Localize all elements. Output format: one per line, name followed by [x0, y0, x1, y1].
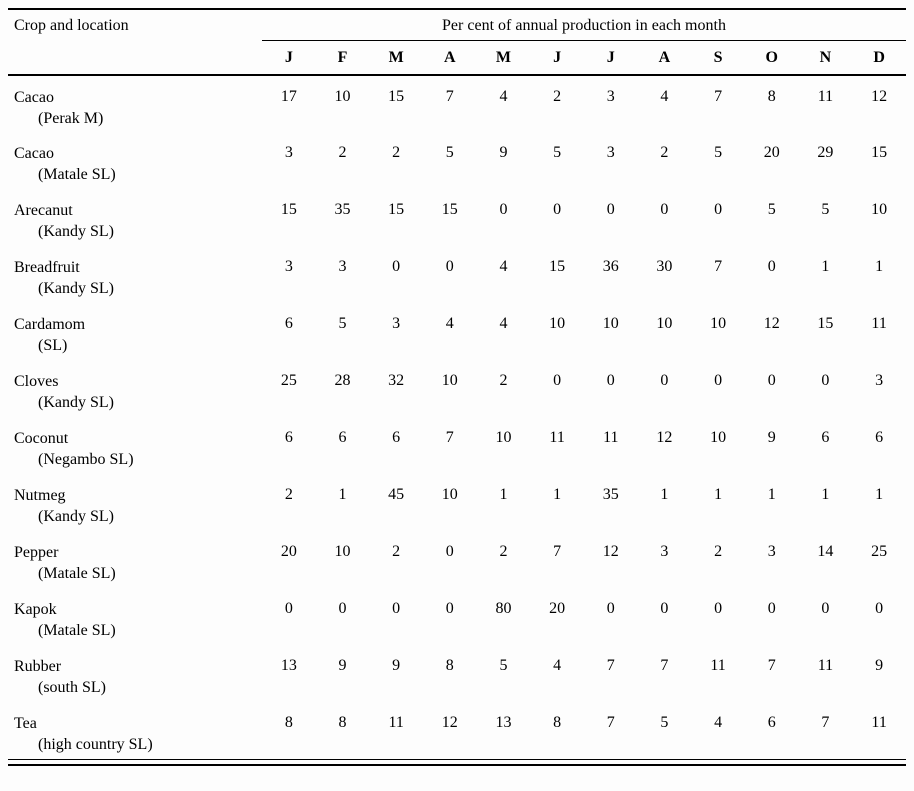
value-cell: 13	[495, 714, 512, 731]
crop-location-header: Crop and location	[8, 9, 262, 75]
bottom-rule	[8, 764, 906, 766]
value-cell: 8	[338, 714, 347, 731]
table-row	[8, 531, 906, 588]
value-cell: 6	[875, 429, 884, 446]
value-cell: 0	[606, 201, 615, 218]
value-cell: 4	[499, 315, 508, 332]
value-cell: 14	[817, 543, 834, 560]
table-row	[8, 246, 906, 303]
value-cell: 0	[821, 372, 830, 389]
value-cell: 9	[875, 657, 884, 674]
value-cell: 12	[656, 429, 673, 446]
value-cell: 5	[660, 714, 669, 731]
month-header-cell: S	[691, 41, 745, 76]
value-cell: 0	[714, 600, 723, 617]
table-row	[8, 189, 906, 246]
value-cell: 10	[441, 486, 458, 503]
crop-name: Breadfruit	[14, 259, 80, 276]
value-cell: 10	[710, 429, 727, 446]
crop-location: (Matale SL)	[38, 165, 116, 183]
table-row	[8, 132, 906, 189]
value-cell: 0	[553, 201, 562, 218]
value-cell: 4	[553, 657, 562, 674]
crop-cell	[8, 702, 262, 759]
value-cell: 17	[280, 88, 297, 105]
value-cell: 1	[821, 486, 830, 503]
production-table	[8, 8, 906, 760]
value-cell: 10	[495, 429, 512, 446]
value-cell: 11	[871, 714, 887, 731]
crop-cell	[8, 645, 262, 702]
value-cell: 2	[714, 543, 723, 560]
value-cell: 11	[817, 657, 834, 674]
value-cell: 3	[875, 372, 884, 389]
value-cell: 20	[763, 144, 780, 161]
value-cell: 11	[710, 657, 726, 674]
value-cell: 5	[821, 201, 830, 218]
value-cell: 3	[338, 258, 347, 275]
table-row	[8, 645, 906, 702]
value-cell: 13	[280, 657, 297, 674]
value-cell: 80	[495, 600, 512, 617]
month-header-cell: J	[262, 41, 316, 76]
value-cell: 0	[606, 600, 615, 617]
crop-location: (high country SL)	[38, 735, 153, 753]
value-cell: 35	[334, 201, 351, 218]
value-cell: 8	[767, 88, 776, 105]
value-cell: 12	[602, 543, 619, 560]
value-cell: 11	[871, 315, 887, 332]
crop-name: Rubber	[14, 658, 62, 675]
value-cell: 1	[553, 486, 562, 503]
crop-name: Cloves	[14, 373, 59, 390]
crop-cell	[8, 75, 262, 132]
value-cell: 0	[338, 600, 347, 617]
crop-location: (Kandy SL)	[38, 222, 114, 240]
value-cell: 4	[499, 88, 508, 105]
value-cell: 7	[714, 88, 723, 105]
month-header-cell: M	[369, 41, 423, 76]
crop-name: Arecanut	[14, 202, 73, 219]
table-row	[8, 303, 906, 360]
value-cell: 4	[714, 714, 723, 731]
value-cell: 3	[606, 144, 615, 161]
crop-name: Cacao	[14, 145, 54, 162]
value-cell: 11	[549, 429, 565, 446]
crop-location: (Matale SL)	[38, 564, 116, 582]
value-cell: 25	[280, 372, 297, 389]
value-cell: 10	[549, 315, 566, 332]
table-row	[8, 75, 906, 132]
table-row	[8, 474, 906, 531]
crop-location: (SL)	[38, 336, 68, 354]
value-cell: 10	[871, 201, 888, 218]
table-header	[8, 9, 906, 75]
value-cell: 9	[499, 144, 508, 161]
value-cell: 3	[767, 543, 776, 560]
value-cell: 11	[817, 88, 834, 105]
value-cell: 6	[284, 429, 293, 446]
value-cell: 6	[821, 429, 830, 446]
value-cell: 9	[767, 429, 776, 446]
crop-cell	[8, 474, 262, 531]
value-cell: 11	[388, 714, 404, 731]
value-cell: 15	[280, 201, 297, 218]
value-cell: 0	[445, 600, 454, 617]
value-cell: 32	[388, 372, 405, 389]
value-cell: 6	[284, 315, 293, 332]
value-cell: 10	[656, 315, 673, 332]
value-cell: 7	[606, 714, 615, 731]
crop-name: Kapok	[14, 601, 57, 618]
value-cell: 2	[553, 88, 562, 105]
value-cell: 10	[441, 372, 458, 389]
value-cell: 1	[660, 486, 669, 503]
value-cell: 12	[441, 714, 458, 731]
value-cell: 10	[710, 315, 727, 332]
value-cell: 3	[660, 543, 669, 560]
value-cell: 4	[499, 258, 508, 275]
value-cell: 10	[334, 543, 351, 560]
table-row	[8, 360, 906, 417]
value-cell: 1	[875, 258, 884, 275]
value-cell: 0	[767, 372, 776, 389]
crop-location: (south SL)	[38, 678, 106, 696]
crop-name: Cardamom	[14, 316, 86, 333]
value-cell: 2	[660, 144, 669, 161]
value-cell: 4	[445, 315, 454, 332]
crop-cell	[8, 531, 262, 588]
crop-name: Pepper	[14, 544, 59, 561]
crop-location: (Kandy SL)	[38, 279, 114, 297]
value-cell: 0	[821, 600, 830, 617]
month-header-cell: N	[799, 41, 853, 76]
value-cell: 1	[821, 258, 830, 275]
month-header-cell: M	[477, 41, 531, 76]
month-header-cell: A	[423, 41, 477, 76]
value-cell: 9	[392, 657, 401, 674]
value-cell: 2	[499, 372, 508, 389]
value-cell: 25	[871, 543, 888, 560]
value-cell: 20	[549, 600, 566, 617]
value-cell: 0	[392, 258, 401, 275]
value-cell: 6	[392, 429, 401, 446]
value-cell: 0	[714, 372, 723, 389]
value-cell: 1	[767, 486, 776, 503]
crop-cell	[8, 189, 262, 246]
value-cell: 8	[445, 657, 454, 674]
value-cell: 2	[499, 543, 508, 560]
value-cell: 0	[714, 201, 723, 218]
value-cell: 1	[875, 486, 884, 503]
crop-name: Cacao	[14, 89, 54, 106]
value-cell: 7	[553, 543, 562, 560]
crop-cell	[8, 360, 262, 417]
value-cell: 35	[602, 486, 619, 503]
crop-location: (Negambo SL)	[38, 450, 134, 468]
value-cell: 0	[767, 600, 776, 617]
crop-location: (Perak M)	[38, 109, 104, 127]
value-cell: 0	[445, 543, 454, 560]
value-cell: 6	[767, 714, 776, 731]
value-cell: 20	[280, 543, 297, 560]
value-cell: 10	[334, 88, 351, 105]
value-cell: 6	[338, 429, 347, 446]
value-cell: 30	[656, 258, 673, 275]
value-cell: 3	[392, 315, 401, 332]
crop-location: (Kandy SL)	[38, 507, 114, 525]
value-cell: 5	[338, 315, 347, 332]
value-cell: 15	[817, 315, 834, 332]
crop-name: Nutmeg	[14, 487, 66, 504]
value-cell: 2	[392, 144, 401, 161]
value-cell: 5	[714, 144, 723, 161]
value-cell: 7	[606, 657, 615, 674]
value-cell: 1	[338, 486, 347, 503]
value-cell: 29	[817, 144, 834, 161]
months-span-header: Per cent of annual production in each month	[262, 9, 906, 41]
value-cell: 15	[549, 258, 566, 275]
value-cell: 0	[445, 258, 454, 275]
value-cell: 15	[388, 201, 405, 218]
value-cell: 8	[553, 714, 562, 731]
value-cell: 12	[763, 315, 780, 332]
table-row	[8, 702, 906, 759]
value-cell: 9	[338, 657, 347, 674]
value-cell: 4	[660, 88, 669, 105]
value-cell: 45	[388, 486, 405, 503]
value-cell: 12	[871, 88, 888, 105]
value-cell: 7	[714, 258, 723, 275]
month-header-cell: D	[852, 41, 906, 76]
value-cell: 15	[441, 201, 458, 218]
value-cell: 7	[445, 88, 454, 105]
value-cell: 3	[606, 88, 615, 105]
value-cell: 7	[445, 429, 454, 446]
value-cell: 0	[660, 600, 669, 617]
value-cell: 3	[284, 258, 293, 275]
month-header-cell: O	[745, 41, 799, 76]
value-cell: 3	[284, 144, 293, 161]
crop-cell	[8, 132, 262, 189]
table-row	[8, 417, 906, 474]
value-cell: 0	[660, 201, 669, 218]
value-cell: 36	[602, 258, 619, 275]
crop-cell	[8, 588, 262, 645]
value-cell: 7	[660, 657, 669, 674]
value-cell: 15	[388, 88, 405, 105]
table-row	[8, 588, 906, 645]
value-cell: 2	[392, 543, 401, 560]
value-cell: 0	[499, 201, 508, 218]
value-cell: 1	[714, 486, 723, 503]
month-header-cell: J	[530, 41, 584, 76]
value-cell: 2	[284, 486, 293, 503]
value-cell: 0	[284, 600, 293, 617]
crop-name: Coconut	[14, 430, 69, 447]
value-cell: 11	[603, 429, 619, 446]
value-cell: 0	[553, 372, 562, 389]
value-cell: 5	[553, 144, 562, 161]
month-header-cell: A	[638, 41, 692, 76]
crop-cell	[8, 246, 262, 303]
crop-cell	[8, 303, 262, 360]
value-cell: 8	[284, 714, 293, 731]
value-cell: 0	[392, 600, 401, 617]
value-cell: 0	[606, 372, 615, 389]
value-cell: 5	[445, 144, 454, 161]
value-cell: 7	[821, 714, 830, 731]
value-cell: 10	[602, 315, 619, 332]
value-cell: 1	[499, 486, 508, 503]
value-cell: 28	[334, 372, 351, 389]
value-cell: 15	[871, 144, 888, 161]
crop-location: (Matale SL)	[38, 621, 116, 639]
value-cell: 5	[767, 201, 776, 218]
crop-name: Tea	[14, 715, 37, 732]
value-cell: 0	[767, 258, 776, 275]
value-cell: 2	[338, 144, 347, 161]
month-header-cell: J	[584, 41, 638, 76]
value-cell: 5	[499, 657, 508, 674]
value-cell: 0	[875, 600, 884, 617]
month-header-cell: F	[316, 41, 370, 76]
crop-cell	[8, 417, 262, 474]
table-body	[8, 75, 906, 759]
value-cell: 0	[660, 372, 669, 389]
crop-location: (Kandy SL)	[38, 393, 114, 411]
value-cell: 7	[767, 657, 776, 674]
